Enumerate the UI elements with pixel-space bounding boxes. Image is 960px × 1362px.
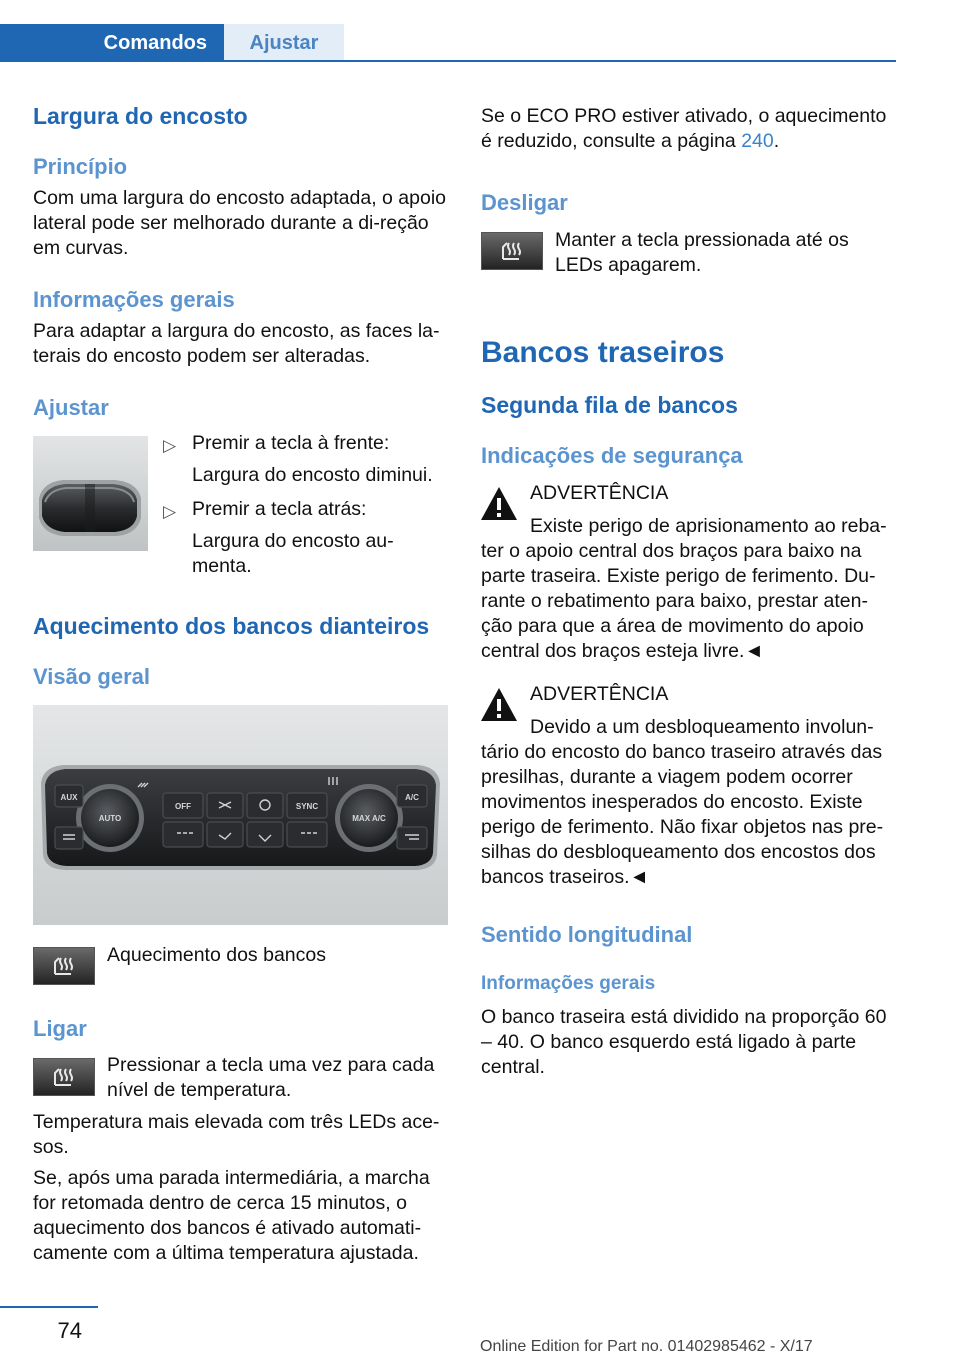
header-divider (224, 60, 896, 62)
heading-ajustar: Ajustar (33, 395, 109, 420)
text-informacoes-gerais: Para adaptar a largura do encosto, as faces la-terais do encosto podem ser alteradas. (33, 320, 440, 367)
panel-label-off: OFF (175, 802, 191, 811)
heading-indicacoes-seguranca: Indicações de segurança (481, 443, 743, 468)
warning1-title: ADVERTÊNCIA (530, 482, 669, 504)
text-ligar: Pressionar a tecla uma vez para cada nível de temperatura. (107, 1054, 435, 1101)
heading-aquecimento-bancos: Aquecimento dos bancos dianteiros (33, 613, 430, 639)
page-number: 74 (57, 1318, 82, 1343)
climate-panel-icon (33, 705, 448, 925)
warning-icon (479, 485, 519, 523)
seat-heating-icon (49, 1065, 79, 1089)
heading-principio: Princípio (33, 154, 128, 179)
seat-heating-icon (497, 239, 527, 263)
text-temperatura: Temperatura mais elevada com três LEDs ace-sos. (33, 1111, 440, 1158)
tab-ajustar[interactable]: Ajustar (224, 24, 344, 62)
heading-segunda-fila: Segunda fila de bancos (481, 392, 738, 418)
text-eco-pro (481, 104, 896, 154)
climate-control-panel-image (33, 705, 448, 925)
page-link[interactable]: 240 (741, 130, 774, 152)
seat-heating-button (33, 1058, 95, 1096)
heading-largura-encosto: Largura do encosto (33, 103, 248, 129)
tab-comandos[interactable]: Comandos (0, 24, 224, 62)
warning2-title: ADVERTÊNCIA (530, 683, 669, 705)
bullet-action: Premir a tecla à frente: (192, 432, 390, 454)
panel-label-ac: A/C (405, 793, 419, 802)
panel-label-aux: AUX (60, 793, 78, 802)
bullet-icon: ▷ (163, 436, 177, 455)
text-desligar: Manter a tecla pressionada até os LEDs apagarem. (555, 229, 849, 276)
warning2-text: tário do encosto do banco traseiro através das presilhas, durante a viagem podem ocorrer movimentos inesperados do encosto. Existe perigo de ferimento. Não fixar objetos nas pre-silhas do desbloqueamento dos encostos dos bancos traseiros.◄ (481, 741, 884, 888)
seat-heating-icon (49, 954, 79, 978)
bullet-action: Premir a tecla atrás: (192, 498, 367, 520)
text-eco-after: . (773, 130, 780, 152)
warning1-first-line: Existe perigo de aprisionamento ao reba- (530, 515, 887, 537)
bullet-result: Largura do encosto au-menta. (192, 530, 394, 577)
seat-width-button-image (33, 436, 148, 551)
bullet-icon: ▷ (163, 502, 177, 521)
caption-aquecimento-bancos: Aquecimento dos bancos (107, 944, 326, 966)
heading-sentido-longitudinal: Sentido longitudinal (481, 922, 693, 947)
seat-heating-button (481, 232, 543, 270)
warning2-first-line: Devido a um desbloqueamento involun- (530, 716, 874, 738)
bullet-result: Largura do encosto diminui. (192, 464, 433, 486)
text-parada: Se, após uma parada intermediária, a marcha for retomada dentro de cerca 15 minutos, o aquecimento dos bancos é ativado automati-camente com a última temperatura ajustada. (33, 1167, 430, 1264)
heading-visao-geral: Visão geral (33, 664, 150, 689)
footer-divider (0, 1306, 98, 1308)
text-eco-before: Se o ECO PRO estiver ativado, o aquecimento é reduzido, consulte a página (481, 105, 887, 152)
panel-label-auto: AUTO (98, 814, 122, 823)
heading-informacoes-gerais: Informações gerais (33, 287, 235, 312)
text-sentido: O banco traseira está dividido na proporção 60 – 40. O banco esquerdo está ligado à parte central. (481, 1006, 887, 1078)
seat-width-button-icon (33, 436, 148, 551)
panel-label-sync: SYNC (295, 802, 319, 811)
heading-informacoes-gerais-2: Informações gerais (481, 973, 656, 994)
warning-icon (479, 686, 519, 724)
heading-desligar: Desligar (481, 190, 568, 215)
heading-ligar: Ligar (33, 1016, 87, 1041)
warning1-text: ter o apoio central dos braços para baixo na parte traseira. Existe perigo de ferimento. Du-rante o rebatimento para baixo, prestar aten-ção para que a área de movimento do apoio central dos braços esteja livre.◄ (481, 540, 876, 662)
text-principio: Com uma largura do encosto adaptada, o apoio lateral pode ser melhorado durante a di-reção em curvas. (33, 187, 447, 259)
heading-bancos-traseiros: Bancos traseiros (481, 336, 725, 369)
panel-label-max-ac: MAX A/C (352, 814, 386, 823)
footer-edition: Online Edition for Part no. 01402985462 - X/17 (480, 1338, 813, 1355)
seat-heating-button (33, 947, 95, 985)
